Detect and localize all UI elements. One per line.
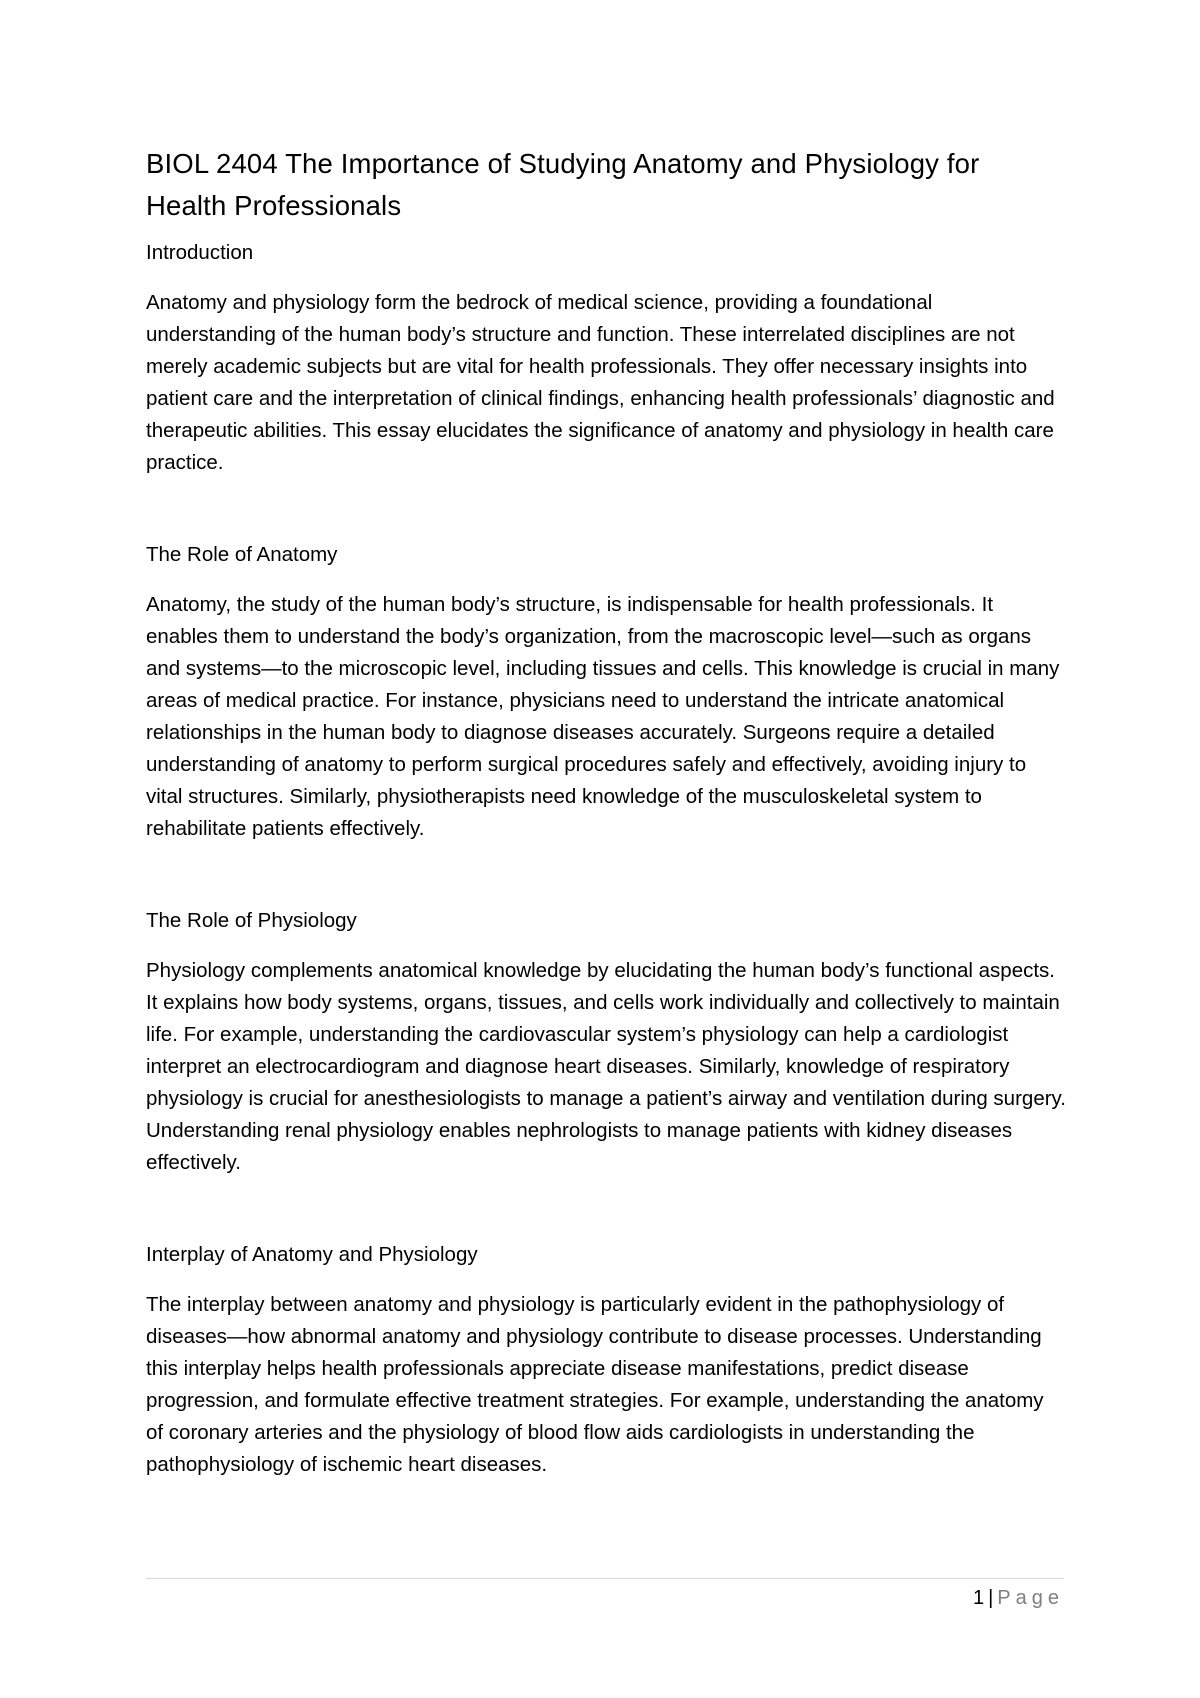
section-heading-introduction: Introduction: [146, 241, 254, 264]
document-title: BIOL 2404 The Importance of Studying Anatomy and Physiology for Health Professionals: [146, 148, 980, 221]
section-paragraph-introduction: Anatomy and physiology form the bedrock of medical science, providing a foundational understanding of the human body’s structure and function. These interrelated disciplines are not merely academic subjects but are vital for health professionals. They offer necessary insights into patient care and the interpretation of clinical findings, enhancing health professionals’ diagnostic and therapeutic abilities. This essay elucidates the significance of anatomy and physiology in health care practice.: [146, 291, 1055, 474]
section-heading-role-of-physiology: The Role of Physiology: [146, 909, 357, 932]
section-heading-role-of-anatomy: The Role of Anatomy: [146, 543, 338, 566]
footer-divider: [146, 1578, 1064, 1579]
document-body: [146, 143, 1066, 1481]
section-paragraph-role-of-physiology: Physiology complements anatomical knowledge by elucidating the human body’s functional aspects. It explains how body systems, organs, tissues, and cells work individually and collectively to maintain life. For example, understanding the cardiovascular system’s physiology can help a cardiologist interpret an electrocardiogram and diagnose heart diseases. Similarly, knowledge of respiratory physiology is crucial for anesthesiologists to manage a patient’s airway and ventilation during surgery. Understanding renal physiology enables nephrologists to manage patients with kidney diseases effectively.: [146, 959, 1066, 1174]
section-paragraph-role-of-anatomy: Anatomy, the study of the human body’s structure, is indispensable for health professionals. It enables them to understand the body’s organization, from the macroscopic level—such as organs and systems—to the microscopic level, including tissues and cells. This knowledge is crucial in many areas of medical practice. For instance, physicians need to understand the intricate anatomical relationships in the human body to diagnose diseases accurately. Surgeons require a detailed understanding of anatomy to perform surgical procedures safely and effectively, avoiding injury to vital structures. Similarly, physiotherapists need knowledge of the musculoskeletal system to rehabilitate patients effectively.: [146, 593, 1060, 840]
section-paragraph-interplay: The interplay between anatomy and physiology is particularly evident in the pathophysiology of diseases—how abnormal anatomy and physiology contribute to disease processes. Understanding this interplay helps health professionals appreciate disease manifestations, predict disease progression, and formulate effective treatment strategies. For example, understanding the anatomy of coronary arteries and the physiology of blood flow aids cardiologists in understanding the pathophysiology of ischemic heart diseases.: [146, 1293, 1044, 1476]
page-number: 1: [972, 1587, 985, 1609]
page-label: Page: [997, 1587, 1064, 1609]
footer-separator: |: [988, 1587, 994, 1609]
section-heading-interplay: Interplay of Anatomy and Physiology: [146, 1243, 478, 1266]
page-footer: [973, 1585, 1064, 1611]
